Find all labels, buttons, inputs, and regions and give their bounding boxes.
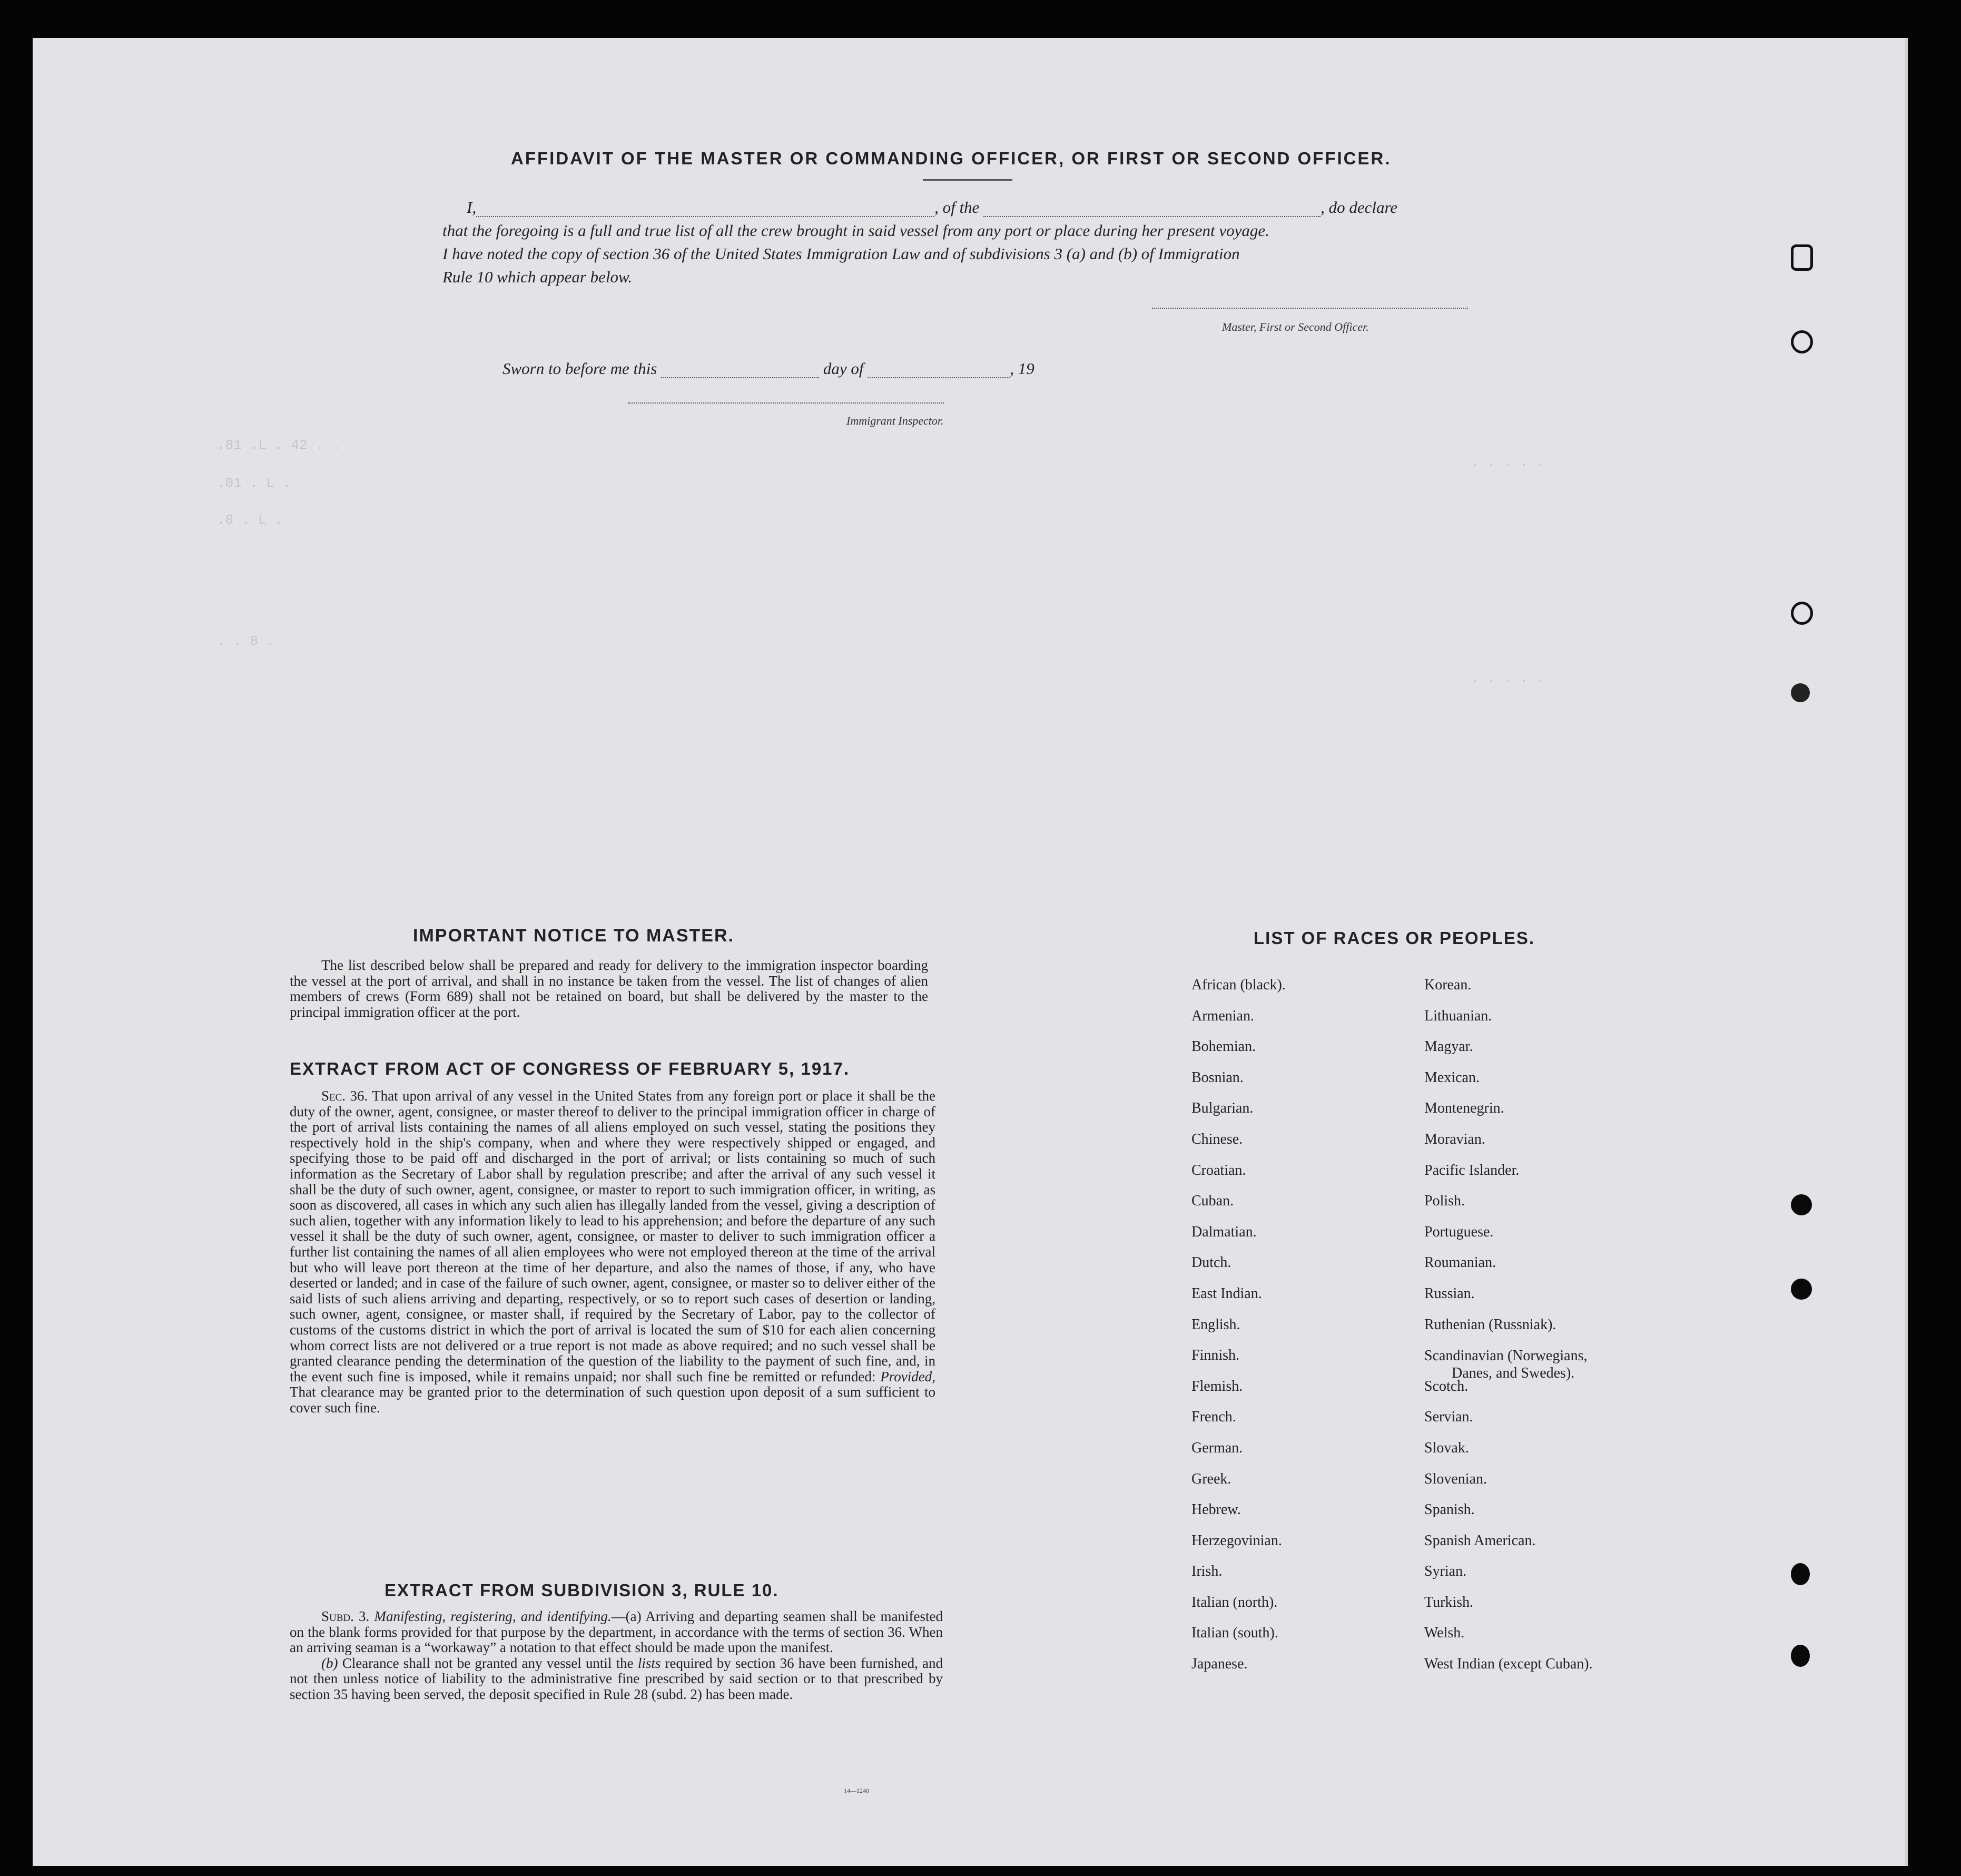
extract-act-title: EXTRACT FROM ACT OF CONGRESS OF FEBRUARY 5, 1917. [290,1059,850,1078]
bleed-through-row: . . . . . [1471,670,1545,686]
section-36-paragraph [290,1088,935,1416]
race-item: Roumanian. [1424,1254,1496,1271]
binder-hole [1791,683,1810,702]
lists-word: lists [637,1655,661,1671]
officer-name-field[interactable] [476,216,934,217]
subdivision-b-label: (b) [321,1655,338,1671]
race-item: Japanese. [1191,1656,1248,1673]
binder-hole [1791,1563,1810,1585]
subdivision-a-text: —(a) Arriving and departing seamen shall be manifested on the blank forms provided for that purpose by the department, in accordance with the terms of section 36. When an arriving seaman is a “workaway” a notation to that effect should be made upon the manifest. [290,1608,943,1656]
race-item: Turkish. [1424,1594,1474,1610]
declaration-line-4: Rule 10 which appear below. [442,268,633,286]
race-item: Slovenian. [1424,1470,1487,1487]
race-item: Scandinavian (Norwegians, Danes, and Swedes). [1424,1348,1588,1382]
race-item: Welsh. [1424,1625,1465,1642]
notice-title: IMPORTANT NOTICE TO MASTER. [413,926,734,946]
section-36-text-end: That clearance may be granted prior to the determination of such question upon deposit of a sum sufficient to cover such fine. [290,1384,935,1416]
sworn-mid: day of [823,359,864,378]
section-label: Sec. 36. [321,1088,368,1104]
race-item: Korean. [1424,977,1472,993]
race-item: Herzegovinian. [1191,1532,1282,1549]
race-item: Syrian. [1424,1563,1467,1580]
race-item: Bulgarian. [1191,1100,1254,1117]
sworn-suffix: , 19 [1010,359,1034,378]
subdivision-label: Subd. 3. [321,1608,370,1624]
extract-rule-title: EXTRACT FROM SUBDIVISION 3, RULE 10. [385,1580,779,1600]
race-item: Lithuanian. [1424,1007,1492,1024]
race-item: Irish. [1191,1563,1223,1580]
race-item: East Indian. [1191,1285,1262,1302]
subdivision-a-paragraph [290,1609,943,1656]
extract-rule-text [290,1609,943,1703]
form-page [33,38,1908,1866]
vessel-name-field[interactable] [983,216,1321,217]
subdivision-heading: Manifesting, registering, and identifying. [374,1608,612,1624]
officer-signature-line[interactable] [1152,308,1468,309]
binder-hole [1791,244,1813,271]
affidavit-title: AFFIDAVIT OF THE MASTER OR COMMANDING OFFICER, OR FIRST OR SECOND OFFICER. [511,149,1392,168]
race-item: Dutch. [1191,1254,1231,1271]
section-36-text: That upon arrival of any vessel in the United States from any foreign port or place it shall be the duty of the owner, agent, consignee, or master thereof to deliver to the principal immigration officer in charge of the port of arrival lists containing the names of all aliens employed on such vessel, stating the positions they respectively hold in the ship's company, when and where they were respectively shipped or engaged, and specifying those to be paid off and discharged in the port of arrival; or lists containing so much of such information as the Secretary of Labor shall by regulation prescribe; and after the arrival of any such vessel it shall be the duty of such owner, agent, consignee, or master to report to such immigration officer, in writing, as soon as discovered, all cases in which any such alien has illegally landed from the vessel, giving a description of such alien, together with any information likely to lead to his apprehension; and before the departure of any such vessel it shall be the duty of such owner, agent, consignee, or master to deliver to such immigration officer a further list containing the names of all alien employees who were not employed thereon at the time of the arrival but who will leave port thereon at the time of her departure, and also the names of those, if any, who have deserted or landed; and in case of the failure of such owner, agent, consignee, or master so to deliver either of the said lists of such aliens arriving and departing, respectively, or so to report such cases of desertion or landing, such owner, agent, consignee, or master shall, if required by the Secretary of Labor, pay to the collector of customs of the customs district in which the port of arrival is located the sum of $10 for each alien concerning whom correct lists are not delivered or a true report is not made as above required; and no such vessel shall be granted clearance pending the determination of the question of the liability to the payment of such fine, and, in the event such fine is imposed, while it remains unpaid; nor shall such fine be remitted or refunded: [290,1088,935,1384]
inspector-signature-line[interactable] [628,402,944,404]
race-item: Finnish. [1191,1347,1240,1364]
race-item: Italian (south). [1191,1625,1278,1642]
race-item: Mexican. [1424,1069,1480,1086]
provided-word: Provided, [880,1368,935,1384]
bleed-through-row: . . 8 . [217,633,275,649]
race-item: Montenegrin. [1424,1100,1504,1117]
extract-act-text [290,1088,935,1416]
races-column-1 [1191,977,1413,1687]
race-item: Italian (north). [1191,1594,1278,1610]
inspector-caption: Immigrant Inspector. [846,414,944,427]
race-item: Bohemian. [1191,1038,1256,1055]
binder-hole [1791,602,1813,625]
declaration-line-1 [467,198,1397,217]
race-item: Croatian. [1191,1162,1246,1178]
title-underline [923,179,1012,181]
notice-text [290,958,928,1020]
binder-hole [1791,1279,1812,1300]
race-item: Portuguese. [1424,1223,1494,1240]
race-item: Spanish. [1424,1501,1475,1518]
bleed-through-row: . . . . . [1471,454,1545,470]
bleed-through-row: .01 . L . [217,475,291,491]
sworn-month-field[interactable] [868,377,1010,378]
declaration-mid: , of the [934,198,980,217]
subdivision-b-text-pre: Clearance shall not be granted any vessel until the [342,1655,634,1671]
race-item: African (black). [1191,977,1286,993]
race-item: Chinese. [1191,1131,1243,1147]
binder-hole [1791,330,1813,353]
race-item: French. [1191,1409,1236,1426]
subdivision-b-paragraph [290,1656,943,1703]
bleed-through-row: .8 . L . [217,512,283,528]
race-item: Polish. [1424,1193,1465,1210]
race-item: Greek. [1191,1470,1231,1487]
race-item: Slovak. [1424,1439,1469,1456]
declaration-suffix: , do declare [1321,198,1398,217]
race-item: English. [1191,1316,1240,1333]
binder-hole [1791,1194,1812,1215]
sworn-day-field[interactable] [661,377,819,378]
form-number: 14—1240 [844,1787,869,1794]
race-item: Magyar. [1424,1038,1473,1055]
subdivision-b-text-post: required by section 36 have been furnished, and not then unless notice of liability to the administrative fine prescribed by said section or to that prescribed by section 35 having been served, the deposit specified in Rule 28 (subd. 2) has been made. [290,1655,943,1702]
declaration-prefix: I, [467,198,477,217]
race-item: Armenian. [1191,1007,1254,1024]
race-item: Moravian. [1424,1131,1485,1147]
binder-hole [1791,1645,1810,1667]
signature-caption: Master, First or Second Officer. [1222,320,1369,333]
notice-paragraph: The list described below shall be prepared and ready for delivery to the immigration inspector boarding the vessel at the port of arrival, and shall in no instance be taken from the vessel. The list of changes of alien members of crews (Form 689) shall not be retained on board, but shall be delivered by the master to the principal immigration officer at the port. [290,957,928,1020]
race-item: Flemish. [1191,1378,1243,1394]
race-item: Hebrew. [1191,1501,1241,1518]
race-item: Dalmatian. [1191,1223,1257,1240]
sworn-prefix: Sworn to before me this [502,359,657,378]
race-item: Servian. [1424,1409,1473,1426]
races-column-2 [1424,977,1677,1687]
race-item: Cuban. [1191,1193,1234,1210]
race-item: German. [1191,1439,1243,1456]
race-item: Scotch. [1424,1378,1469,1394]
race-item: Ruthenian (Russniak). [1424,1316,1556,1333]
race-item: Spanish American. [1424,1532,1536,1549]
race-item: Russian. [1424,1285,1475,1302]
declaration-line-2: that the foregoing is a full and true list of all the crew brought in said vessel from any port or place during her present voyage. [442,221,1269,240]
sworn-line [502,359,1034,378]
declaration-line-3: I have noted the copy of section 36 of the United States Immigration Law and of subdivisions 3 (a) and (b) of Immigration [442,244,1240,263]
bleed-through-row: .81 .L . 42 . . [217,437,341,453]
race-item: West Indian (except Cuban). [1424,1656,1593,1673]
race-item: Pacific Islander. [1424,1162,1520,1178]
races-title: LIST OF RACES OR PEOPLES. [1254,928,1535,948]
race-item: Bosnian. [1191,1069,1244,1086]
